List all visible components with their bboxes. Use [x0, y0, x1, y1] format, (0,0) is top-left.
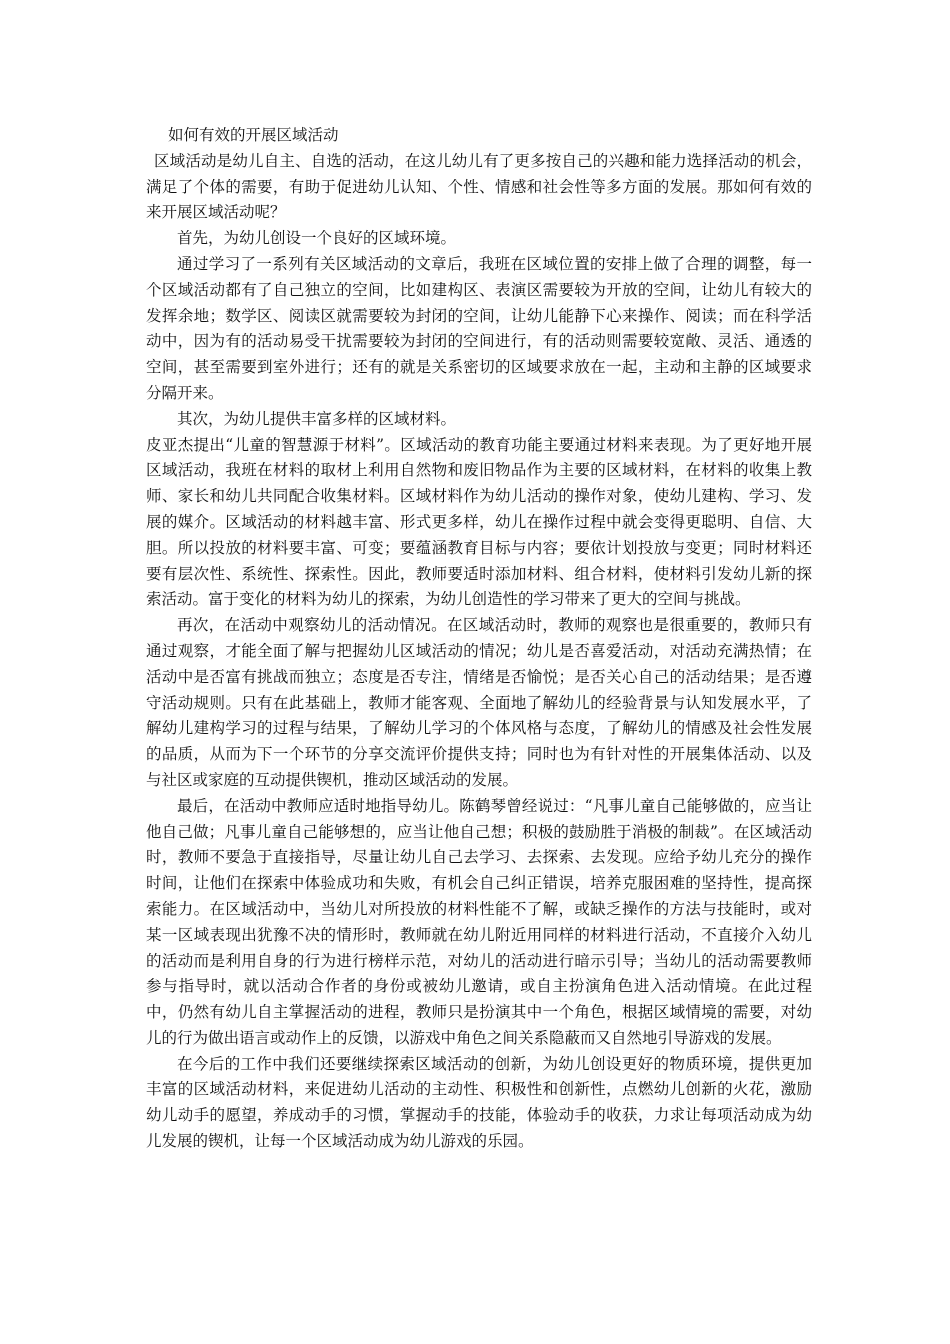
- paragraph-intro: 区域活动是幼儿自主、自选的活动，在这儿幼儿有了更多按自己的兴趣和能力选择活动的机会，满足了个体的需要，有助于促进幼儿认知、个性、情感和社会性等多方面的发展。那如何有效的来开展区域活动呢？: [146, 151, 812, 222]
- heading-first-environment: 首先，为幼儿创设一个良好的区域环境。: [177, 229, 457, 248]
- document-body: [146, 123, 812, 1155]
- document-title: 如何有效的开展区域活动: [168, 126, 339, 144]
- paragraph-guidance: 最后，在活动中教师应适时地指导幼儿。陈鹤琴曾经说过：“凡事儿童自己能够做的，应当让他自己做；凡事儿童自己能够想的，应当让他自己想；积极的鼓励胜于消极的制裁”。在区域活动时，教师不要急于直接指导，尽量让幼儿自己去学习、去探索、去发现。应给予幼儿充分的操作时间，让他们在探索中体验成功和失败，有机会自己纠正错误，培养克服困难的坚持性，提高探索能力。在区域活动中，当幼儿对所投放的材料性能不了解，或缺乏操作的方法与技能时，或对某一区域表现出犹豫不决的情形时，教师就在幼儿附近用同样的材料进行活动，不直接介入幼儿的活动而是利用自身的行为进行榜样示范，对幼儿的活动进行暗示引导；当幼儿的活动需要教师参与指导时，就以活动合作者的身份或被幼儿邀请，或自主扮演角色进入活动情境。在此过程中，仍然有幼儿自主掌握活动的进程，教师只是扮演其中一个角色，根据区域情境的需要，对幼儿的行为做出语言或动作上的反馈，以游戏中角色之间关系隐蔽而又自然地引导游戏的发展。: [146, 796, 812, 1047]
- paragraph-observation: 再次，在活动中观察幼儿的活动情况。在区域活动时，教师的观察也是很重要的，教师只有通过观察，才能全面了解与把握幼儿区域活动的情况；幼儿是否喜爱活动，对活动充满热情；在活动中是否富有挑战而独立；态度是否专注，情绪是否愉悦；是否关心自己的活动结果；是否遵守活动规则。只有在此基础上，教师才能客观、全面地了解幼儿的经验背景与认知发展水平，了解幼儿建构学习的过程与结果，了解幼儿学习的个体风格与态度，了解幼儿的情感及社会性发展的品质，从而为下一个环节的分享交流评价提供支持；同时也为有针对性的开展集体活动、以及与社区或家庭的互动提供锲机，推动区域活动的发展。: [146, 616, 812, 789]
- heading-second-materials: 其次，为幼儿提供丰富多样的区域材料。: [177, 409, 457, 428]
- paragraph-environment: 通过学习了一系列有关区域活动的文章后，我班在区域位置的安排上做了合理的调整，每一个区域活动都有了自己独立的空间，比如建构区、表演区需要较为开放的空间，让幼儿有较大的发挥余地；数学区、阅读区就需要较为封闭的空间，让幼儿能静下心来操作、阅读；而在科学活动中，因为有的活动易受干扰需要较为封闭的空间进行，有的活动则需要较宽敞、灵活、通透的空间，甚至需要到室外进行；还有的就是关系密切的区域要求放在一起，主动和主静的区域要求分隔开来。: [146, 254, 812, 402]
- paragraph-materials: 皮亚杰提出“儿童的智慧源于材料”。区域活动的教育功能主要通过材料来表现。为了更好地开展区域活动，我班在材料的取材上利用自然物和废旧物品作为主要的区域材料，在材料的收集上教师、家长和幼儿共同配合收集材料。区域材料作为幼儿活动的操作对象，使幼儿建构、学习、发展的媒介。区域活动的材料越丰富、形式更多样，幼儿在操作过程中就会变得更聪明、自信、大胆。所以投放的材料要丰富、可变；要蕴涵教育目标与内容；要依计划投放与变更；同时材料还要有层次性、系统性、探索性。因此，教师要适时添加材料、组合材料，使材料引发幼儿新的探索活动。富于变化的材料为幼儿的探索，为幼儿创造性的学习带来了更大的空间与挑战。: [146, 435, 812, 609]
- paragraph-conclusion: 在今后的工作中我们还要继续探索区域活动的创新，为幼儿创设更好的物质环境，提供更加丰富的区域活动材料，来促进幼儿活动的主动性、积极性和创新性，点燃幼儿创新的火花，激励幼儿动手的愿望，养成动手的习惯，掌握动手的技能，体验动手的收获，力求让每项活动成为幼儿发展的锲机，让每一个区域活动成为幼儿游戏的乐园。: [146, 1054, 812, 1151]
